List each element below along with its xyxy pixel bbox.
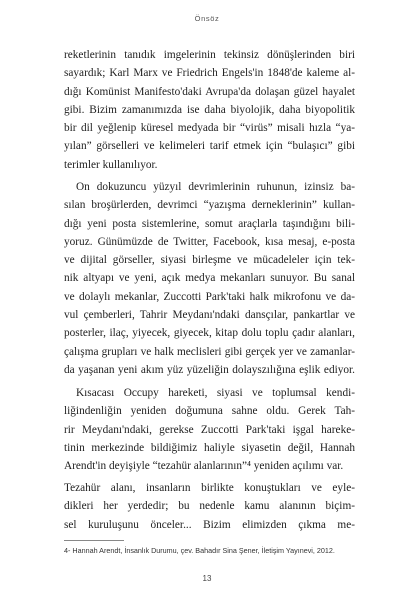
text-line: Tezahür alanı, insanların birlikte konuştukları ve eyle-	[64, 482, 355, 494]
footnote-divider	[64, 540, 124, 541]
text-line: reketlerinin tanıdık imgelerinin tekinsiz dönüşlerinden biri	[64, 49, 355, 61]
text-line: sılan broşürlerden, devrimci “yazışma derneklerinin” kullan-	[64, 199, 355, 212]
text-line: dikleri her yerdedir; bu nedenle kamu alanının biçim-	[64, 500, 355, 513]
text-line: dığı Komünist Manifesto'daki Avrupa'da dolaşan güzel hayalet	[64, 85, 355, 98]
text-line: dığı yeni posta sistemlerine, somut araçlarla taşındığını bili-	[64, 217, 355, 230]
text-line: vul çemberleri, Tahrir Meydanı'ndaki dansçılar, pankartlar ve	[64, 309, 355, 322]
text-line: çalışma grupları ve halk meclisleri gibi gerçek yer ve zamanlar-	[64, 345, 355, 358]
text-line: yoruz. Günümüzde de Twitter, Facebook, kısa mesaj, e-posta	[64, 235, 355, 248]
text-line: liğindenliğin yeniden doğumuna sahne oldu. Gerek Tah-	[64, 405, 355, 418]
text-line: gibi. Bizim zamanımızda ise daha biyolojik, daha biyopolitik	[64, 103, 355, 116]
text-line: posterler, ilaç, yiyecek, giyecek, kitap dolu toplu çadır alanları,	[64, 327, 355, 340]
text-line: nik altyapı ve yeni, açık medya mekanları sunuyor. Bu sanal	[64, 272, 355, 285]
text-line: bir dil yeğlenip küresel medyada bir “virüs” misali hızla “ya-	[64, 122, 355, 135]
text-line: sel kuruluşunu önceler... Bizim elimizden çıkma me-	[64, 518, 355, 531]
text-line: terimler kullanılıyor.	[64, 158, 158, 171]
text-line: On dokuzuncu yüzyıl devrimlerinin ruhunun, izinsiz ba-	[76, 181, 355, 193]
paragraph-1	[64, 46, 355, 174]
text-line: ve dolaylı mekanlar, Zuccotti Park'taki halk mikrofonu ve da-	[64, 290, 355, 303]
text-line: Arendt'in deyişiyle “tezahür alanlarının”⁴ yeniden açılımı var.	[64, 460, 344, 473]
paragraph-3	[64, 384, 355, 475]
text-line: Kısacası Occupy hareketi, siyasi ve toplumsal kendi-	[76, 387, 355, 399]
page-number: 13	[202, 574, 212, 583]
text-line: da yaşanan yeni akım yüz yüzeliğin dolayszılığına eşlik ediyor.	[64, 363, 355, 376]
text-line: sayardık; Karl Marx ve Friedrich Engels'in 1848'de kaleme al-	[64, 67, 355, 80]
block-quote	[64, 479, 355, 534]
paragraph-2	[64, 178, 355, 379]
text-line: ve dijital görseller, siyasi birleşme ve mücadeleler için tek-	[64, 254, 355, 267]
running-header: Önsöz	[194, 14, 220, 23]
text-line: tinin merkezinde bildiğimiz haliyle siyasetin değil, Hannah	[64, 441, 355, 454]
text-line: rir Meydanı'ndaki, gerekse Zuccotti Park'taki işgal hareke-	[64, 423, 355, 436]
text-line: yılan” görselleri ve kelimeleri tarif etmek için “bulaşıcı” gibi	[64, 140, 355, 153]
footnote: 4- Hannah Arendt, İnsanlık Durumu, çev. Bahadır Sina Şener, İletişim Yayınevi, 2012.	[64, 546, 335, 555]
